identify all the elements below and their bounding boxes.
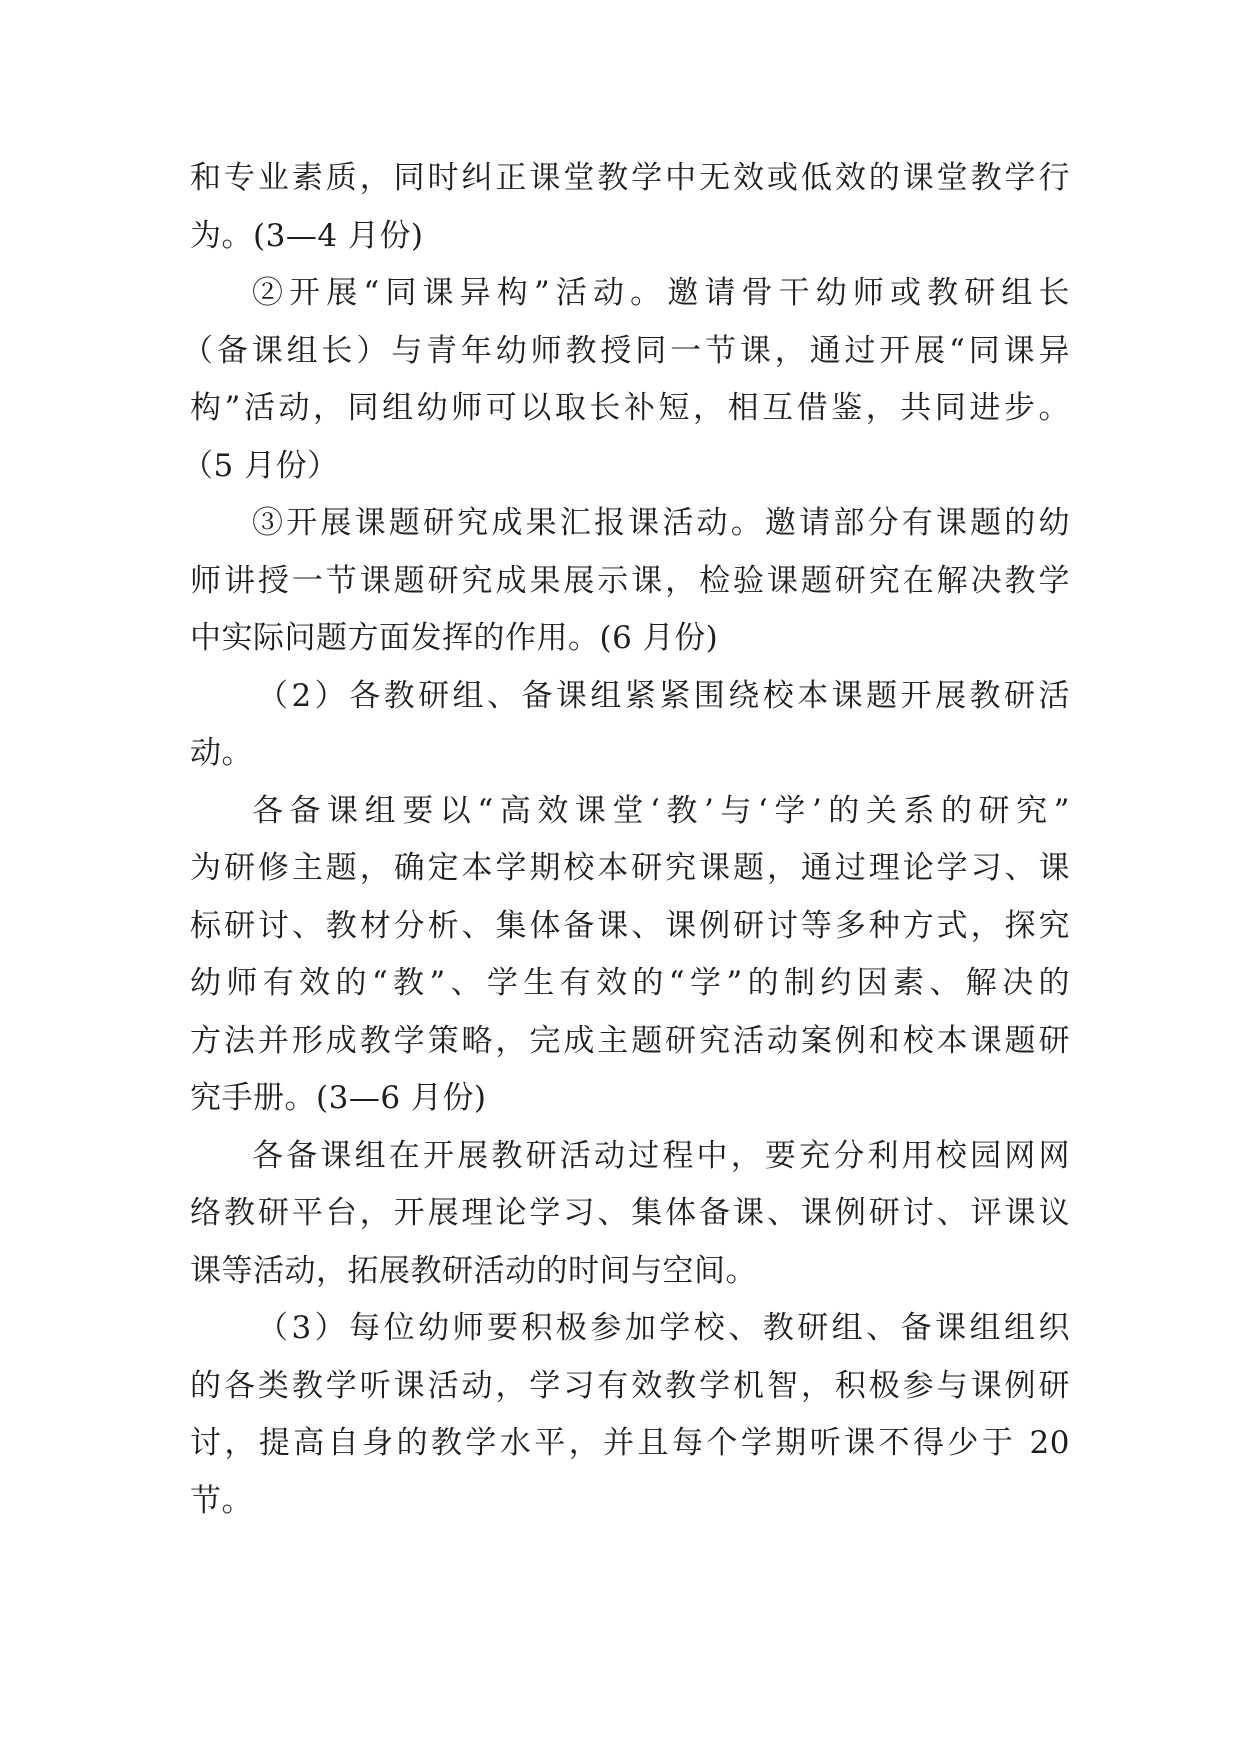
text-line: 的各类教学听课活动，学习有效教学机智，积极参与课例研: [190, 1368, 1070, 1404]
text-line: 构”活动，同组幼师可以取长补短，相互借鉴，共同进步。: [190, 390, 1070, 426]
text-line: 和专业素质，同时纠正课堂教学中无效或低效的课堂教学行: [190, 160, 1070, 196]
text-line: 究手册。(3—6 月份): [190, 1080, 487, 1116]
text-line: （5 月份）: [182, 448, 339, 484]
text-line: 络教研平台，开展理论学习、集体备课、课例研讨、评课议: [190, 1195, 1070, 1231]
text-line: （备课组长）与青年幼师教授同一节课，通过开展“同课异: [182, 333, 1070, 369]
text-line: ③开展课题研究成果汇报课活动。邀请部分有课题的幼: [252, 505, 1070, 541]
text-line: 为研修主题，确定本学期校本研究课题，通过理论学习、课: [190, 850, 1070, 886]
text-line: 为。(3—4 月份): [190, 218, 424, 254]
text-line: 各备课组在开展教研活动过程中，要充分利用校园网网: [252, 1138, 1070, 1174]
text-line: 中实际问题方面发挥的作用。(6 月份): [190, 620, 719, 656]
text-line: 节。: [190, 1483, 253, 1519]
text-line: 标研讨、教材分析、集体备课、课例研讨等多种方式，探究: [190, 908, 1070, 944]
text-line: 师讲授一节课题研究成果展示课，检验课题研究在解决教学: [190, 563, 1070, 599]
text-line: 课等活动，拓展教研活动的时间与空间。: [190, 1253, 757, 1289]
text-line: 方法并形成教学策略，完成主题研究活动案例和校本课题研: [190, 1023, 1070, 1059]
text-line: 讨，提高自身的教学水平，并且每个学期听课不得少于 20: [190, 1425, 1070, 1461]
text-line: 幼师有效的“教”、学生有效的“学”的制约因素、解决的: [190, 965, 1070, 1001]
text-line: （2）各教研组、备课组紧紧围绕校本课题开展教研活: [257, 678, 1070, 714]
text-line: ②开展“同课异构”活动。邀请骨干幼师或教研组长: [252, 275, 1070, 311]
text-line: 各备课组要以“高效课堂‘教’与‘学’的关系的研究”: [252, 793, 1070, 829]
text-line: 动。: [190, 735, 253, 771]
text-line: （3）每位幼师要积极参加学校、教研组、备课组组织: [257, 1310, 1070, 1346]
